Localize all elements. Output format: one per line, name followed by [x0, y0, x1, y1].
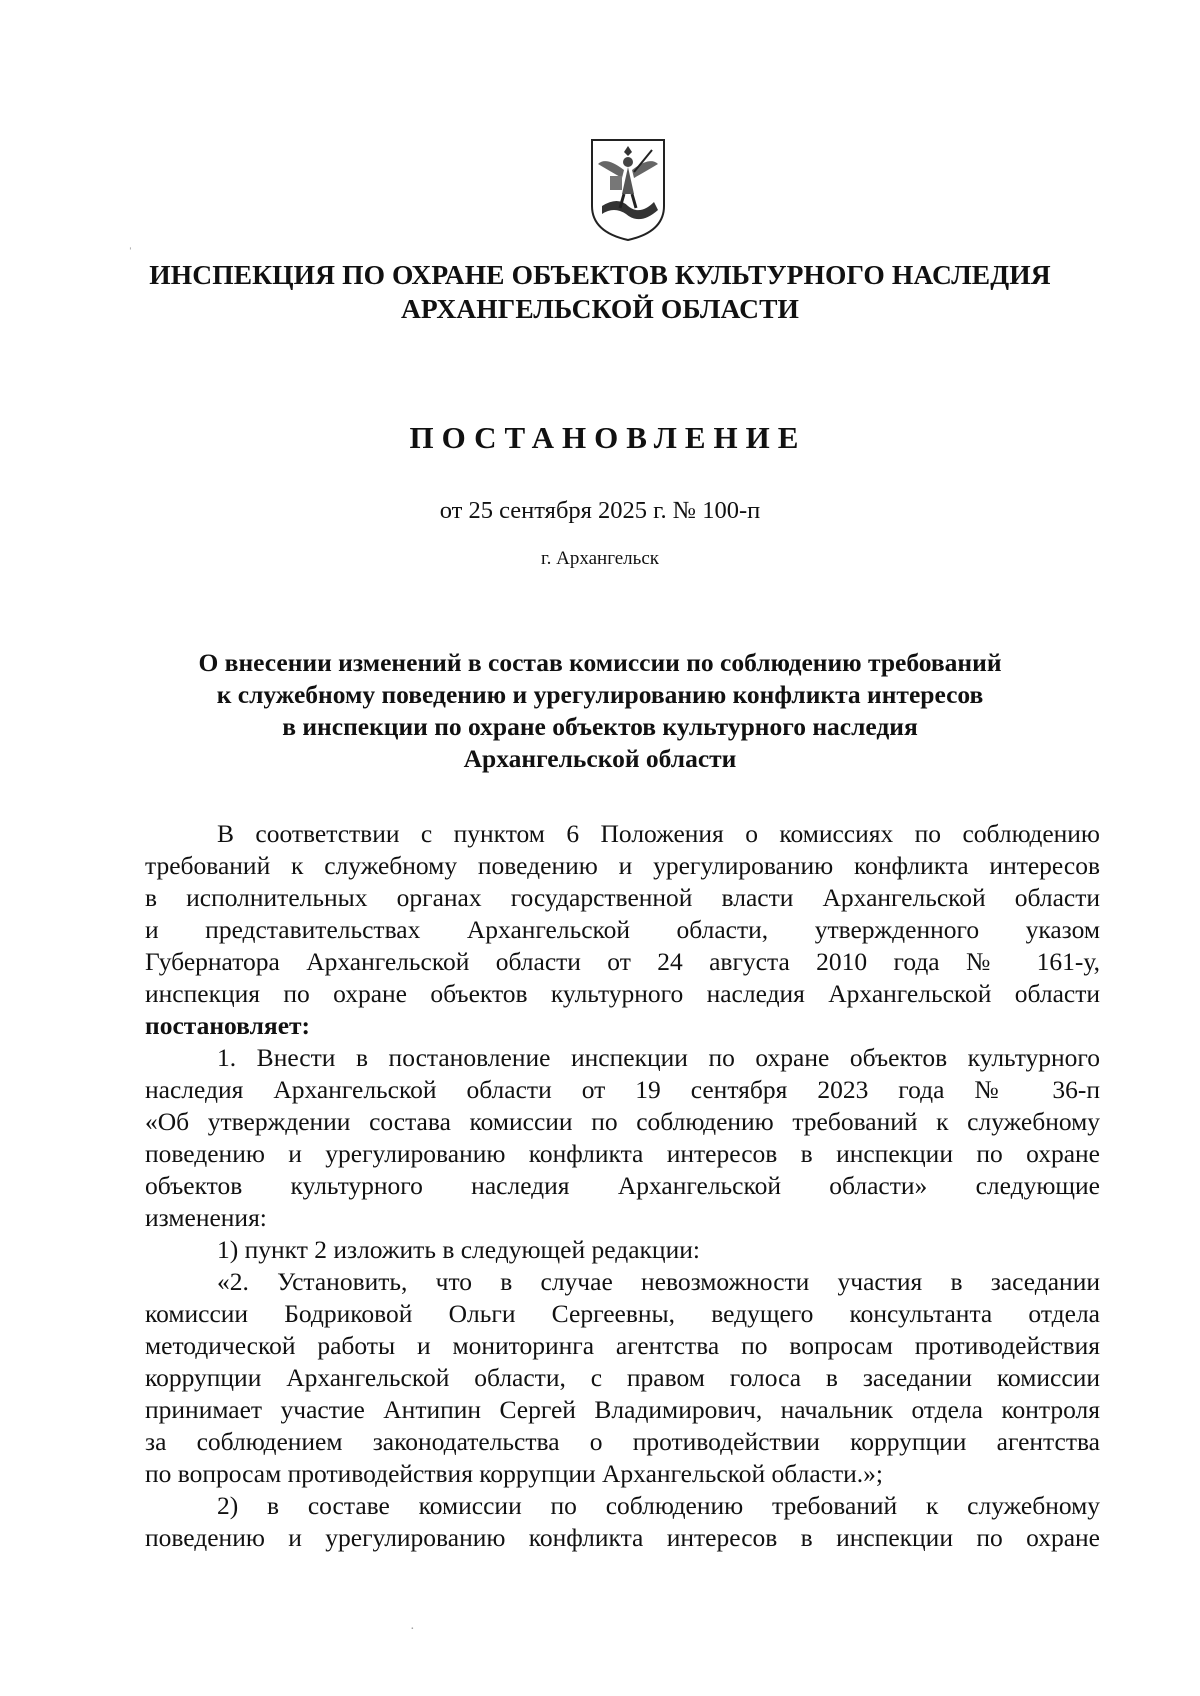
body-line: 2) в составе комиссии по соблюдению требований к служебному — [217, 1491, 1100, 1520]
paragraph-quoted-text — [145, 1266, 1100, 1490]
body-line: по вопросам противодействия коррупции Архангельской области.»; — [145, 1459, 883, 1488]
body-line: «Об утверждении состава комиссии по соблюдению требований к служебному — [145, 1107, 1100, 1136]
body-line: объектов культурного наследия Архангельской области» следующие — [145, 1171, 1100, 1200]
body-line: в исполнительных органах государственной власти Архангельской области — [145, 883, 1100, 912]
body-line: за соблюдением законодательства о противодействии коррупции агентства — [145, 1427, 1100, 1456]
body-line: 1) пункт 2 изложить в следующей редакции: — [217, 1235, 700, 1264]
scan-speck: ˈ — [128, 246, 133, 261]
body-line: коррупции Архангельской области, с правом голоса в заседании комиссии — [145, 1363, 1100, 1392]
title-line-3: в инспекции по охране объектов культурного наследия — [282, 712, 918, 741]
resolution-keyword — [145, 1010, 1100, 1042]
resolves-word: постановляет: — [145, 1011, 311, 1040]
coat-of-arms-icon — [588, 136, 668, 242]
title-line-1: О внесении изменений в состав комиссии по соблюдению требований — [198, 648, 1002, 677]
body-line: «2. Установить, что в случае невозможности участия в заседании — [217, 1267, 1100, 1296]
paragraph-item-1 — [145, 1042, 1100, 1234]
authority-line-2: АРХАНГЕЛЬСКОЙ ОБЛАСТИ — [400, 293, 800, 324]
paragraph-subitem-2 — [145, 1490, 1100, 1554]
body-line: наследия Архангельской области от 19 сентября 2023 года № 36-п — [145, 1075, 1100, 1104]
document-body — [145, 818, 1100, 1554]
body-line: методической работы и мониторинга агентства по вопросам противодействия — [145, 1331, 1100, 1360]
body-line: изменения: — [145, 1203, 267, 1232]
body-line: поведению и урегулированию конфликта интересов в инспекции по охране — [145, 1523, 1100, 1552]
body-line: принимает участие Антипин Сергей Владимирович, начальник отдела контроля — [145, 1395, 1100, 1424]
document-date-number: от 25 сентября 2025 г. № 100-п — [439, 497, 761, 524]
body-line: В соответствии с пунктом 6 Положения о комиссиях по соблюдению — [217, 819, 1100, 848]
body-line: Губернатора Архангельской области от 24 августа 2010 года № 161-у, — [145, 947, 1100, 976]
body-line: требований к служебному поведению и урегулированию конфликта интересов — [145, 851, 1100, 880]
paragraph-preamble — [145, 818, 1100, 1042]
title-line-4: Архангельской области — [463, 744, 737, 773]
body-line: комиссии Бодриковой Ольги Сергеевны, ведущего консультанта отдела — [145, 1299, 1100, 1328]
body-line: инспекция по охране объектов культурного наследия Архангельской области — [145, 979, 1100, 1008]
body-line: 1. Внести в постановление инспекции по охране объектов культурного — [217, 1043, 1100, 1072]
issuing-authority — [100, 258, 1100, 326]
authority-line-1: ИНСПЕКЦИЯ ПО ОХРАНЕ ОБЪЕКТОВ КУЛЬТУРНОГО НАСЛЕДИЯ — [149, 259, 1051, 290]
document-city: г. Архангельск — [540, 548, 659, 569]
scan-speck: · — [410, 1622, 415, 1637]
body-line: поведению и урегулированию конфликта интересов в инспекции по охране — [145, 1139, 1100, 1168]
document-type: ПОСТАНОВЛЕНИЕ — [409, 420, 807, 455]
paragraph-subitem-1 — [145, 1234, 1100, 1266]
body-line: и представительствах Архангельской области, утвержденного указом — [145, 915, 1100, 944]
document-title — [100, 647, 1100, 775]
title-line-2: к служебному поведению и урегулированию конфликта интересов — [216, 680, 984, 709]
